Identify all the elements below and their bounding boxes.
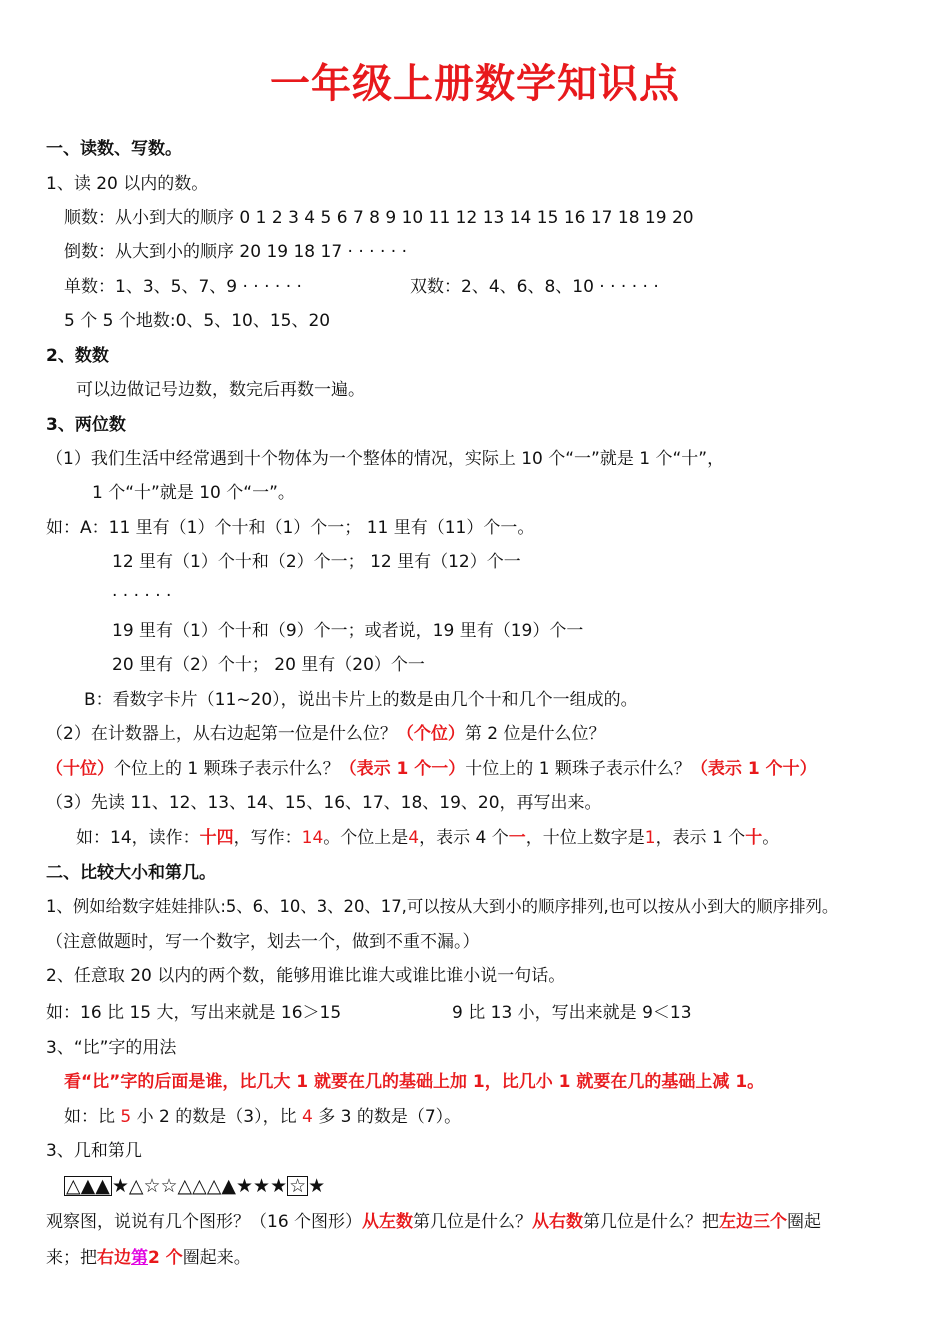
highlight: 一 (508, 828, 526, 848)
highlight: 4 (408, 828, 420, 848)
text: 来；把 (46, 1248, 97, 1268)
paragraph: 12 里有（1）个十和（2）个一； 12 里有（12）个一 (112, 552, 521, 572)
highlight: 5 (120, 1107, 132, 1127)
highlight: 从左数 (362, 1212, 414, 1232)
shapes-middle: ★△☆☆△△△▲★★★ (111, 1175, 288, 1197)
text: 多 3 的数是（7）。 (312, 1107, 462, 1127)
highlight: 14 (301, 828, 324, 848)
text: 如：14，读作： (76, 828, 200, 848)
text: 第几位是什么？ (413, 1212, 533, 1232)
paragraph: B：看数字卡片（11~20），说出卡片上的数是由几个十和几个一组成的。 (84, 690, 638, 710)
paragraph: 倒数：从大到小的顺序 20 19 18 17 · · · · · · (64, 242, 407, 262)
paragraph: 1、例如给数字娃娃排队:5、6、10、3、20、17,可以按从大到小的顺序排列,也可以按从小到大的顺序排列。 (46, 897, 839, 916)
paragraph: 可以边做记号边数，数完后再数一遍。 (76, 380, 365, 400)
example-line (64, 1105, 461, 1129)
section-heading-two-digit: 3、两位数 (46, 415, 126, 435)
highlight: 从右数 (532, 1212, 584, 1232)
text: 观察图，说说有几个图形？（16 个图形） (46, 1212, 363, 1232)
paragraph: 1 个“十”就是 10 个“一”。 (92, 483, 295, 503)
question-text: 十位上的 1 颗珠子表示什么？ (465, 759, 691, 779)
answer-text: （十位） (46, 759, 114, 779)
highlight: 十 (745, 828, 763, 848)
text: 。 (762, 828, 780, 848)
section-heading-compare: 二、比较大小和第几。 (46, 863, 216, 883)
highlight: 2 个 (148, 1248, 183, 1268)
text: 。个位上是 (323, 828, 409, 848)
rule-highlight: 看“比”字的后面是谁，比几大 1 就要在几的基础上加 1，比几小 1 就要在几的基础上减 1。 (64, 1072, 765, 1092)
paragraph: 如：16 比 15 大，写出来就是 16＞15 (46, 1003, 342, 1023)
paragraph-observe-cont (46, 1246, 251, 1270)
answer-text: （个位） (396, 724, 465, 744)
question-line (46, 722, 605, 746)
text: 圈起来。 (182, 1248, 251, 1268)
paragraph-observe (46, 1210, 821, 1234)
text: 小 2 的数是（3），比 (131, 1107, 302, 1127)
shapes-end: ★ (308, 1175, 326, 1197)
shape-sequence (64, 1174, 325, 1198)
highlight-pink: 第 (131, 1248, 148, 1268)
example-line (76, 826, 779, 850)
page-title: 一年级上册数学知识点 (270, 61, 680, 107)
paragraph: 顺数：从小到大的顺序 0 1 2 3 4 5 6 7 8 9 10 11 12 13 14 15 16 17 18 19 20 (64, 208, 694, 228)
question-text: 第 2 位是什么位？ (464, 724, 606, 744)
paragraph: 2、任意取 20 以内的两个数，能够用谁比谁大或谁比谁小说一句话。 (46, 966, 566, 986)
paragraph: 3、“比”字的用法 (46, 1038, 177, 1058)
ellipsis: · · · · · · (112, 586, 172, 606)
text: ，表示 4 个 (419, 828, 509, 848)
paragraph: （注意做题时，写一个数字，划去一个，做到不重不漏。） (46, 932, 480, 952)
paragraph: 19 里有（1）个十和（9）个一；或者说，19 里有（19）个一 (112, 621, 584, 641)
paragraph: 如：A：11 里有（1）个十和（1）个一； 11 里有（11）个一。 (46, 518, 535, 538)
paragraph: 3、几和第几 (46, 1141, 142, 1161)
section-heading-read-write: 一、读数、写数。 (46, 139, 182, 159)
paragraph: 9 比 13 小，写出来就是 9＜13 (452, 1003, 692, 1023)
text: ，十位上数字是 (525, 828, 645, 848)
paragraph: （1）我们生活中经常遇到十个物体为一个整体的情况，实际上 10 个“一”就是 1 个“十”， (46, 449, 725, 469)
paragraph: （3）先读 11、12、13、14、15、16、17、18、19、20，再写出来。 (46, 793, 602, 813)
text: ，表示 1 个 (655, 828, 746, 848)
boxed-shapes-left: △▲▲ (66, 1175, 110, 1197)
highlight: 十四 (199, 828, 234, 848)
question-text: （2）在计数器上，从右边起第一位是什么位？ (46, 724, 397, 744)
highlight: 左边三个 (719, 1212, 788, 1232)
highlight: 1 (644, 828, 656, 848)
paragraph: 5 个 5 个地数:0、5、10、15、20 (64, 311, 331, 331)
text: ，写作： (233, 828, 302, 848)
boxed-shape-right: ☆ (289, 1175, 307, 1197)
text: 圈起 (787, 1212, 822, 1232)
answer-text: （表示 1 个一） (339, 759, 466, 779)
highlight: 右边 (97, 1248, 131, 1268)
answer-text: （表示 1 个十） (690, 759, 817, 779)
paragraph: 20 里有（2）个十； 20 里有（20）个一 (112, 655, 425, 675)
text: 第几位是什么？把 (583, 1212, 720, 1232)
highlight: 4 (301, 1107, 313, 1127)
section-heading-counting: 2、数数 (46, 346, 109, 366)
text: 如：比 (64, 1107, 121, 1127)
paragraph: 单数：1、3、5、7、9 · · · · · · (64, 277, 302, 297)
paragraph: 双数：2、4、6、8、10 · · · · · · (410, 277, 659, 297)
question-text: 个位上的 1 颗珠子表示什么？ (114, 759, 340, 779)
paragraph: 1、读 20 以内的数。 (46, 174, 209, 194)
question-line (46, 757, 817, 781)
